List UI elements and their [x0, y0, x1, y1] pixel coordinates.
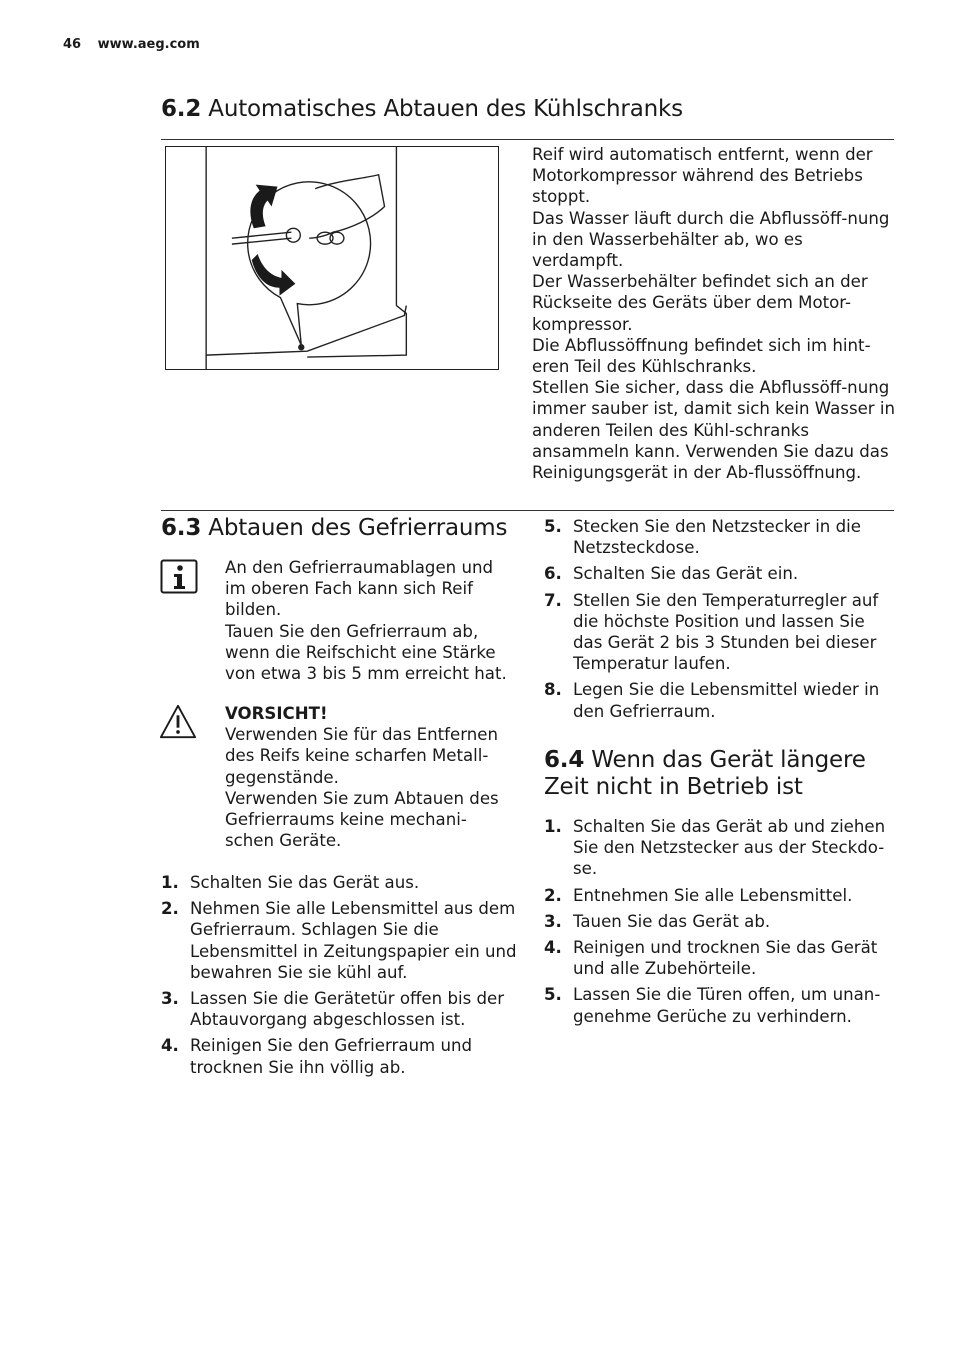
step-number: 6. — [544, 564, 562, 584]
drain-shelf — [307, 306, 406, 358]
list-item — [544, 516, 896, 558]
info-icon — [160, 559, 198, 597]
step-text: Reinigen und trocknen Sie das Gerät und alle Zubehörteile. — [573, 938, 878, 979]
section-rule — [161, 139, 894, 140]
step-text: Schalten Sie das Gerät ein. — [573, 564, 799, 584]
drain-channel — [206, 306, 406, 356]
step-text: Stellen Sie den Temperaturregler auf die höchste Position und lassen Sie das Gerät 2 bis 3 Stunden bei dieser Temperatur laufen. — [573, 590, 879, 674]
step-number: 2. — [161, 899, 179, 919]
step-number: 5. — [544, 985, 562, 1005]
section-title-line: Wenn das Gerät längere — [591, 747, 866, 773]
magnifier-bubble — [248, 182, 371, 345]
list-item — [161, 898, 517, 983]
step-text: Legen Sie die Lebensmittel wieder in den Gefrierraum. — [573, 680, 880, 721]
list-item — [544, 590, 896, 675]
section-title: Automatisches Abtauen des Kühlschranks — [208, 96, 683, 122]
section-6-4-heading — [544, 747, 866, 801]
step-text: Schalten Sie das Gerät aus. — [190, 873, 420, 892]
drain-hole — [299, 345, 304, 350]
paragraph: Das Wasser läuft durch die Abflussöff-nung in den Wasserbehälter ab, wo es verdampft. — [532, 208, 890, 271]
list-item — [544, 885, 896, 906]
step-number: 3. — [544, 911, 562, 931]
warning-triangle-icon — [159, 703, 197, 741]
step-number: 4. — [544, 938, 562, 958]
caution-note — [225, 703, 515, 851]
section-6-3-steps — [161, 872, 517, 1083]
step-text: Lassen Sie die Gerätetür offen bis der Abtauvorgang abgeschlossen ist. — [190, 989, 505, 1030]
paragraph: Der Wasserbehälter befindet sich an der Rückseite des Geräts über dem Motor-kompressor. — [532, 272, 868, 334]
section-6-4-steps — [544, 816, 896, 1032]
info-text: Tauen Sie den Gefrierraum ab, wenn die Reifschicht eine Stärke von etwa 3 bis 5 mm erreicht hat. — [225, 621, 507, 684]
caution-text: Verwenden Sie zum Abtauen des Gefrierraums keine mechani-schen Geräte. — [225, 788, 499, 851]
section-number: 6.4 — [544, 747, 585, 773]
section-6-3-heading — [161, 515, 507, 541]
step-number: 3. — [161, 989, 179, 1009]
step-number: 5. — [544, 517, 562, 536]
step-text: Nehmen Sie alle Lebensmittel aus dem Gefrierraum. Schlagen Sie die Lebensmittel in Zeitungspapier ein und bewahren Sie sie kühl auf. — [190, 899, 517, 982]
step-text: Reinigen Sie den Gefrierraum und trocknen Sie ihn völlig ab. — [190, 1036, 473, 1077]
section-number: 6.3 — [161, 515, 202, 541]
caution-title: VORSICHT! — [225, 704, 328, 723]
caution-text: Verwenden Sie für das Entfernen des Reifs keine scharfen Metall-gegenstände. — [225, 725, 498, 787]
paragraph: Stellen Sie sicher, dass die Abflussöff-nung immer sauber ist, damit sich kein Wasser in anderen Teilen des Kühl-schranks ansammeln kann. Verwenden Sie dazu das Reinigungsgerät in der Ab-flussöffnung. — [532, 378, 896, 483]
step-text: Stecken Sie den Netzstecker in die Netzsteckdose. — [573, 517, 861, 558]
section-6-2-heading — [161, 96, 683, 122]
step-text: Schalten Sie das Gerät ab und ziehen Sie den Netzstecker aus der Steckdo-se. — [573, 817, 886, 879]
list-item — [161, 988, 517, 1030]
list-item — [544, 679, 896, 721]
section-6-3-steps-continued — [544, 516, 896, 727]
list-item — [544, 816, 896, 880]
list-item — [544, 937, 896, 979]
page-number: 46 — [63, 37, 82, 52]
list-item — [544, 911, 896, 932]
step-number: 2. — [544, 885, 562, 905]
step-number: 7. — [544, 590, 562, 610]
page-header — [63, 37, 200, 52]
list-item — [161, 1035, 517, 1077]
step-number: 4. — [161, 1036, 179, 1056]
list-item — [544, 563, 896, 584]
step-text: Tauen Sie das Gerät ab. — [573, 911, 771, 931]
site-url[interactable]: www.aeg.com — [97, 37, 200, 52]
list-item — [544, 984, 896, 1026]
step-text: Lassen Sie die Türen offen, um unan-genehme Gerüche zu verhindern. — [573, 985, 881, 1026]
paragraph: Die Abflussöffnung befindet sich im hint-eren Teil des Kühlschranks. — [532, 335, 871, 377]
list-item — [161, 872, 517, 893]
section-title: Abtauen des Gefrierraums — [208, 515, 508, 541]
step-text: Entnehmen Sie alle Lebensmittel. — [573, 885, 853, 905]
step-number: 1. — [544, 817, 562, 836]
paragraph: Reif wird automatisch entfernt, wenn der Motorkompressor während des Betriebs stoppt. — [532, 145, 873, 207]
info-note — [225, 557, 515, 684]
step-number: 8. — [544, 680, 562, 700]
defrost-drain-illustration — [165, 146, 499, 370]
fridge-drain-drawing — [166, 147, 498, 369]
section-number: 6.2 — [161, 96, 202, 122]
step-number: 1. — [161, 873, 179, 892]
info-text: An den Gefrierraumablagen und im oberen Fach kann sich Reif bilden. — [225, 558, 494, 620]
section-6-2-body — [532, 144, 897, 483]
section-title-line: Zeit nicht in Betrieb ist — [544, 774, 803, 800]
section-rule — [161, 510, 894, 511]
